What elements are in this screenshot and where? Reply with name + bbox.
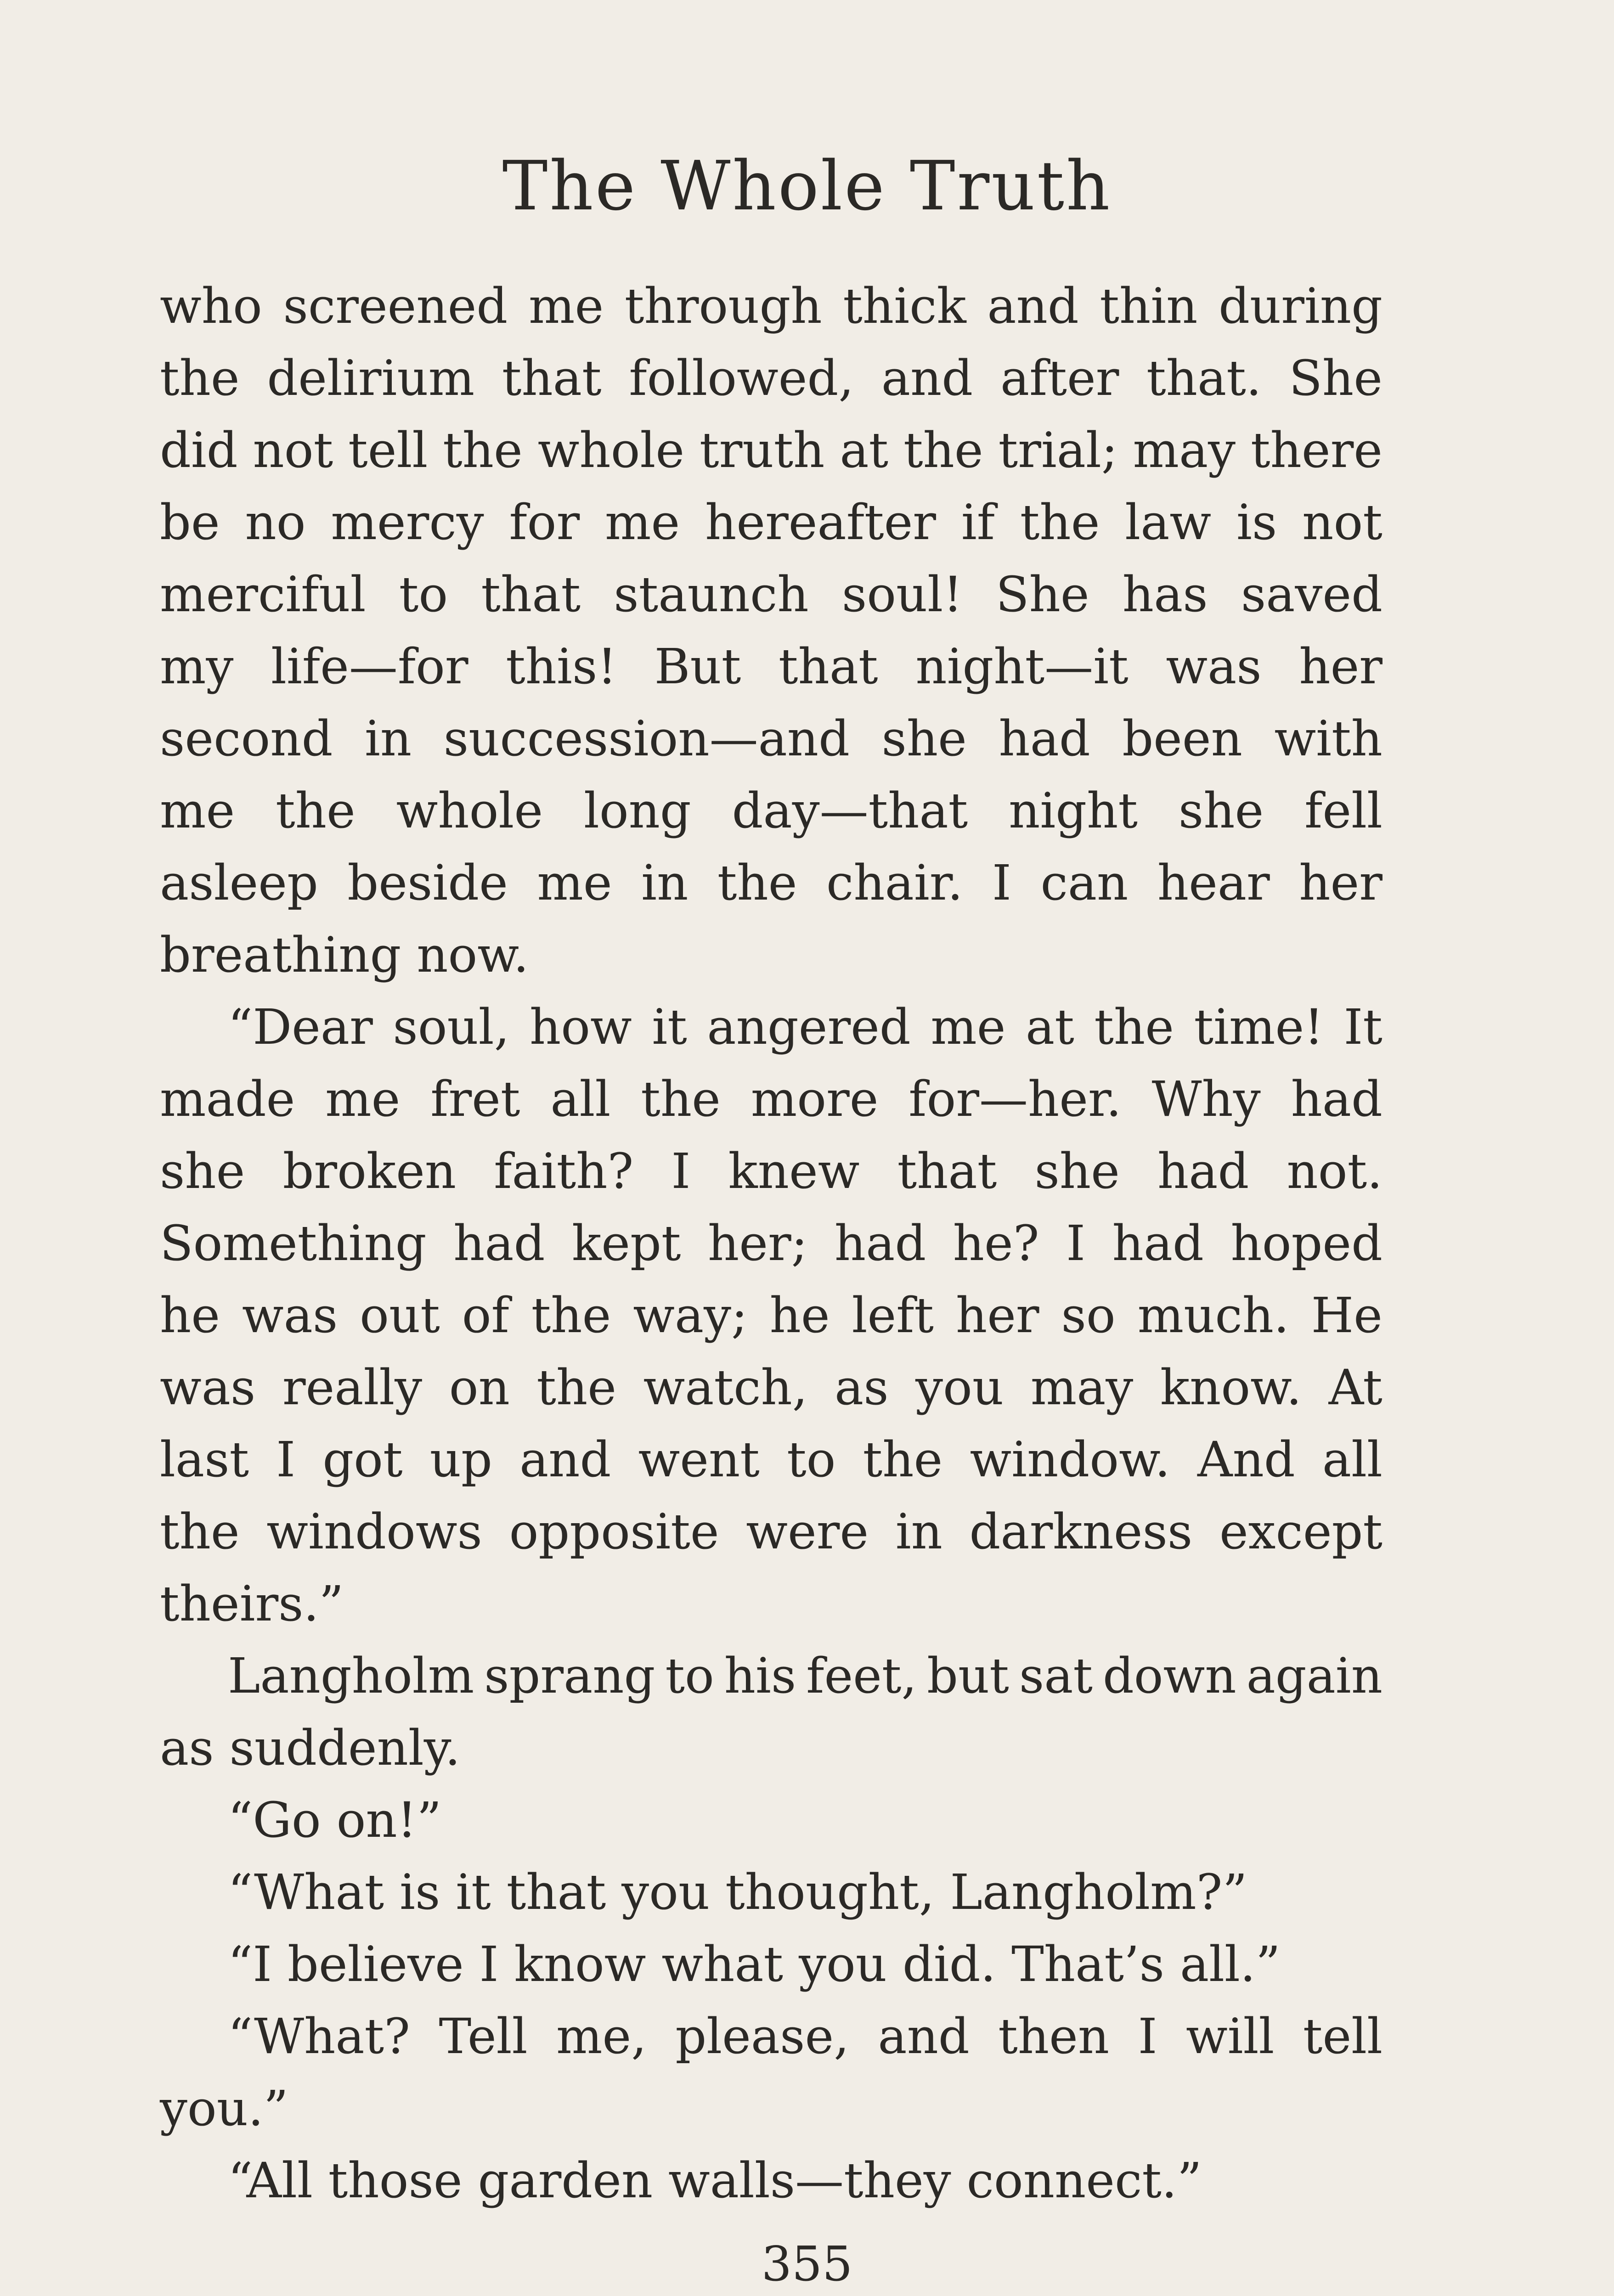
running-head: The Whole Truth xyxy=(502,146,1112,225)
text-line: Langholm sprang to his feet, but sat down again xyxy=(228,1648,1383,1704)
text-line: last I got up and went to the window. And all xyxy=(160,1431,1383,1488)
text-line: theirs.” xyxy=(160,1576,344,1632)
text-line: breathing now. xyxy=(160,927,529,983)
text-line: you.” xyxy=(160,2080,288,2137)
text-line: “All those garden walls—they connect.” xyxy=(228,2152,1202,2209)
text-line: be no mercy for me hereafter if the law is not xyxy=(160,494,1383,551)
text-line: my life—for this! But that night—it was her xyxy=(160,638,1383,695)
text-line: merciful to that staunch soul! She has saved xyxy=(160,566,1383,623)
text-line: did not tell the whole truth at the trial; may there xyxy=(160,422,1383,478)
text-line: who screened me through thick and thin during xyxy=(160,278,1383,334)
text-line: was really on the watch, as you may know. At xyxy=(160,1359,1383,1416)
text-line: “Go on!” xyxy=(228,1792,442,1848)
text-line: “What? Tell me, please, and then I will tell xyxy=(228,2008,1383,2065)
text-line: “Dear soul, how it angered me at the time! It xyxy=(228,999,1383,1055)
text-line: me the whole long day—that night she fell xyxy=(160,782,1383,839)
text-line: she broken faith? I knew that she had not. xyxy=(160,1143,1383,1199)
text-line: the windows opposite were in darkness except xyxy=(160,1503,1383,1560)
text-line: Something had kept her; had he? I had hoped xyxy=(160,1215,1383,1272)
text-line: made me fret all the more for—her. Why had xyxy=(160,1071,1383,1127)
text-line: asleep beside me in the chair. I can hear her xyxy=(160,855,1383,911)
text-line: he was out of the way; he left her so much. He xyxy=(160,1287,1383,1344)
text-line: as suddenly. xyxy=(160,1720,461,1776)
text-line: the delirium that followed, and after that. She xyxy=(160,350,1383,406)
text-line: “I believe I know what you did. That’s all.” xyxy=(228,1936,1281,1992)
text-line: “What is it that you thought, Langholm?” xyxy=(228,1864,1247,1920)
body-text xyxy=(160,270,1383,2217)
page-number: 355 xyxy=(761,2236,853,2292)
text-line: second in succession—and she had been with xyxy=(160,710,1383,767)
